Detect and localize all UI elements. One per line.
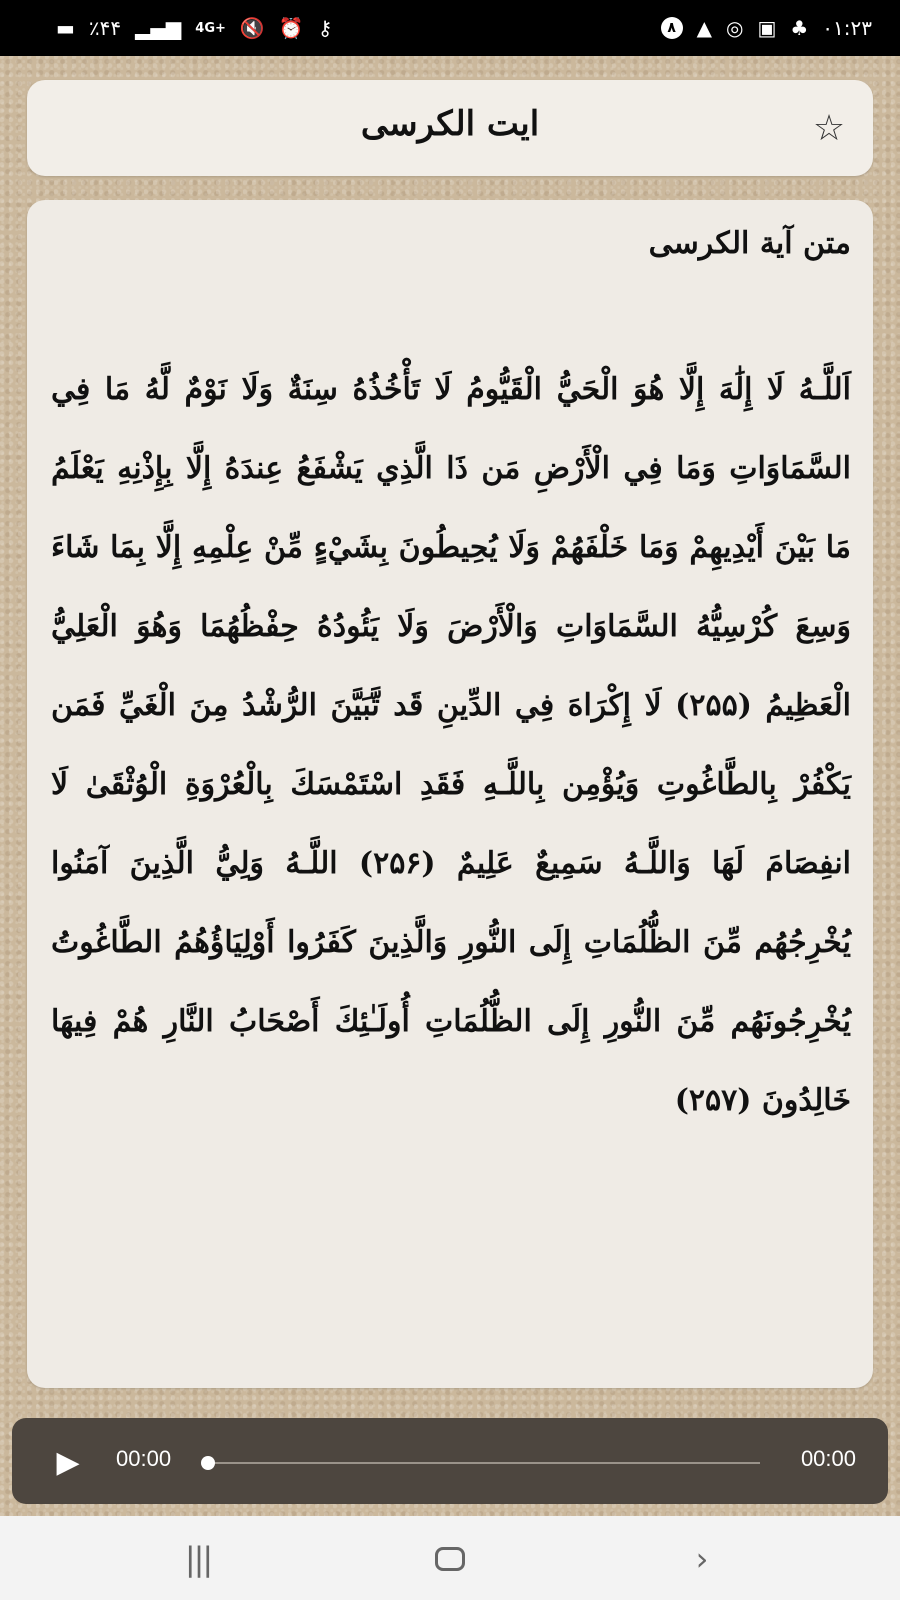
page-title: ایت الکرسی xyxy=(360,104,540,144)
back-button[interactable] xyxy=(672,1534,732,1584)
battery-icon: ▬ xyxy=(56,16,75,40)
play-icon: ▶ xyxy=(56,1444,80,1480)
favorite-button[interactable] xyxy=(799,98,859,158)
star-outline-icon: ☆ xyxy=(812,107,846,149)
recents-button[interactable] xyxy=(168,1534,228,1584)
warning-icon: ▲ xyxy=(696,16,712,40)
mute-icon: 🔇 xyxy=(239,16,265,40)
content-card xyxy=(27,200,873,1388)
home-icon xyxy=(435,1547,465,1571)
instagram-icon: ◎ xyxy=(725,16,744,40)
total-time: 00:00 xyxy=(800,1446,856,1471)
home-button[interactable] xyxy=(420,1534,480,1584)
clock: ۰۱:۲۳ xyxy=(822,16,872,40)
current-time: 00:00 xyxy=(116,1446,172,1471)
play-button[interactable] xyxy=(48,1442,88,1482)
seek-bar[interactable] xyxy=(208,1462,760,1464)
back-icon: › xyxy=(695,1540,709,1578)
gallery-icon: ▣ xyxy=(757,16,777,40)
verse-text: اَللَّـهُ لَا إِلَٰهَ إِلَّا هُوَ الْحَيُّ الْقَيُّومُ لَا تَأْخُذُهُ سِنَةٌ وَلَا نَوْمٌ لَّهُ مَا فِي السَّمَاوَاتِ وَمَا فِي الْأَرْضِ مَن ذَا الَّذِي يَشْفَعُ عِندَهُ إِلَّا بِإِذْنِهِ يَعْلَمُ مَا بَيْنَ أَيْدِيهِمْ وَمَا خَلْفَهُمْ وَلَا يُحِيطُونَ بِشَيْءٍ مِّنْ عِلْمِهِ إِلَّا بِمَا شَاءَ وَسِعَ كُرْسِيُّهُ السَّمَاوَاتِ وَالْأَرْضَ وَلَا يَئُودُهُ حِفْظُهُمَا وَهُوَ الْعَلِيُّ الْعَظِيمُ (۲۵۵) لَا إِكْرَاهَ فِي الدِّينِ قَد تَّبَيَّنَ الرُّشْدُ مِنَ الْغَيِّ فَمَن يَكْفُرْ بِالطَّاغُوتِ وَيُؤْمِن بِاللَّـهِ فَقَدِ اسْتَمْسَكَ بِالْعُرْوَةِ الْوُثْقَىٰ لَا انفِصَامَ لَهَا وَاللَّـهُ سَمِيعٌ عَلِيمٌ (۲۵۶) اللَّـهُ وَلِيُّ الَّذِينَ آمَنُوا يُخْرِجُهُم مِّنَ الظُّلُمَاتِ إِلَى النُّورِ وَالَّذِينَ كَفَرُوا أَوْلِيَاؤُهُمُ الطَّاغُوتُ يُخْرِجُونَهُم مِّنَ النُّورِ إِلَى الظُّلُمَاتِ أُولَـٰئِكَ أَصْحَابُ النَّارِ هُمْ فِيهَا خَالِدُونَ (۲۵۷) xyxy=(51,372,852,1118)
recents-icon: ||| xyxy=(184,1540,212,1578)
status-bar-left xyxy=(56,16,332,40)
status-bar xyxy=(0,0,900,56)
status-bar-right xyxy=(661,16,872,40)
signal-icon: ▂▄▆ xyxy=(135,16,182,40)
alarm-icon: ⏰ xyxy=(278,16,304,40)
app-icon: ♣ xyxy=(790,16,809,40)
system-nav-bar xyxy=(0,1516,900,1600)
title-card xyxy=(27,80,873,176)
notification-count-icon: ۸ xyxy=(661,17,683,39)
content-subtitle: متن آیة الکرسی xyxy=(648,226,851,261)
network-type: 4G+ xyxy=(195,20,226,36)
seek-thumb[interactable] xyxy=(201,1456,215,1470)
battery-level: ٪۴۴ xyxy=(88,16,122,40)
audio-player xyxy=(12,1418,888,1504)
key-icon: ⚷ xyxy=(317,16,333,40)
